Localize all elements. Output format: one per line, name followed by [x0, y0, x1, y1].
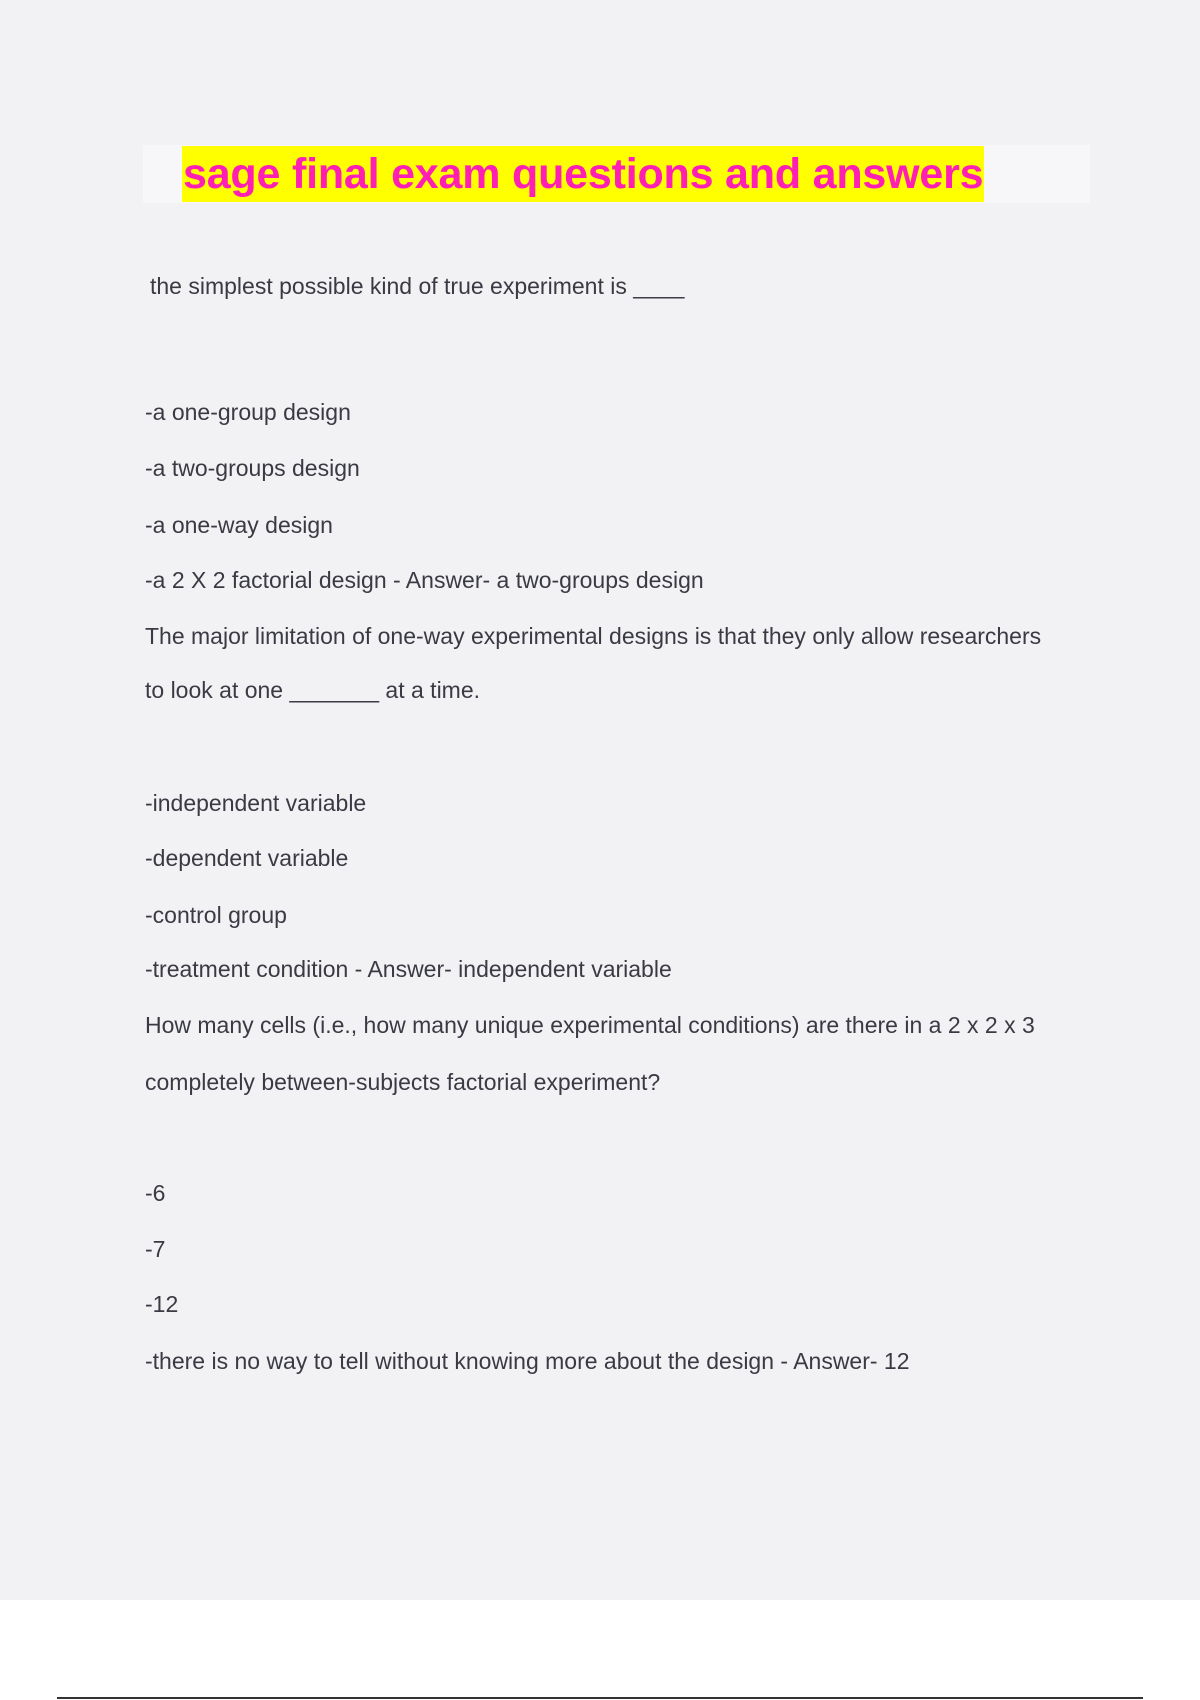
- document-title: sage final exam questions and answers: [182, 146, 984, 202]
- question-1-option-a: -a one-group design: [145, 399, 351, 425]
- question-2-option-a: -independent variable: [145, 790, 367, 816]
- question-1-option-c: -a one-way design: [145, 512, 333, 538]
- question-1-option-b: -a two-groups design: [145, 455, 360, 481]
- question-3-text-line-2: completely between-subjects factorial experiment?: [145, 1069, 661, 1095]
- question-3-text-line-1: How many cells (i.e., how many unique experimental conditions) are there in a 2 x 2 x 3: [145, 1012, 1035, 1038]
- question-3-option-b: -7: [145, 1236, 166, 1262]
- question-2-text-line-2: to look at one _______ at a time.: [145, 677, 481, 703]
- question-1-option-d-answer: -a 2 X 2 factorial design - Answer- a two-groups design: [145, 567, 704, 593]
- question-3-option-a: -6: [145, 1180, 166, 1206]
- question-2-option-b: -dependent variable: [145, 845, 349, 871]
- footer-divider: [57, 1697, 1143, 1699]
- question-2-option-c: -control group: [145, 902, 287, 928]
- question-2-text-line-1: The major limitation of one-way experimental designs is that they only allow researchers: [145, 623, 1042, 649]
- question-1-text: the simplest possible kind of true experiment is ____: [150, 273, 685, 299]
- question-3-option-d-answer: -there is no way to tell without knowing more about the design - Answer- 12: [145, 1348, 910, 1374]
- question-3-option-c: -12: [145, 1291, 179, 1317]
- question-2-option-d-answer: -treatment condition - Answer- independent variable: [145, 956, 672, 982]
